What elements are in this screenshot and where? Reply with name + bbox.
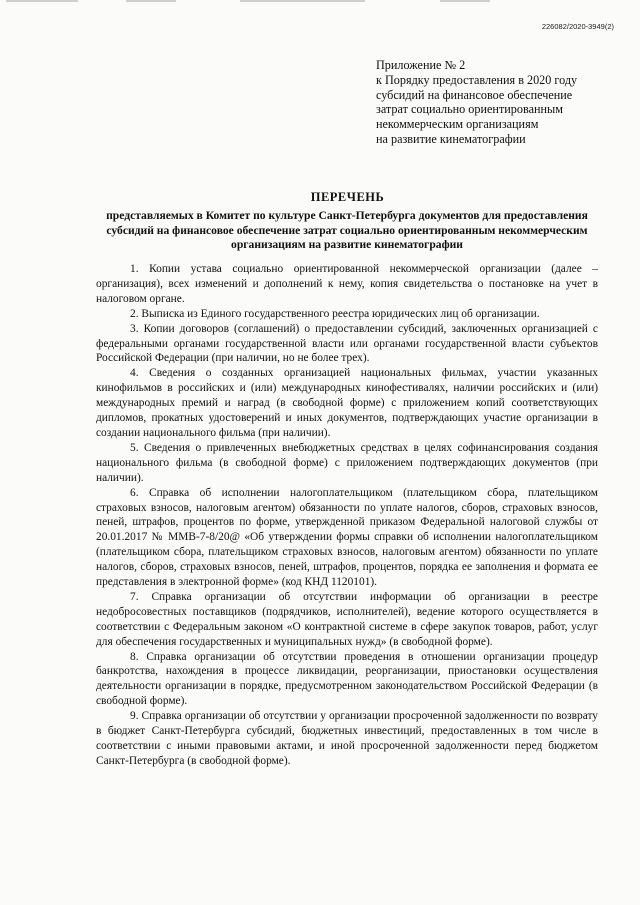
document-number: 226082/2020-3949(2) <box>541 22 614 31</box>
appendix-line: к Порядку предоставления в 2020 году <box>376 72 578 87</box>
list-item: 8. Справка организации об отсутствии проведения в отношении организации процедур банкротства, нахождения в процессе ликвидации, реорганизации, приостановки осуществления деятельности организации в порядке, предусмотренном законодательством Российской Федерации (в свободной форме). <box>96 650 598 708</box>
list-item: 2. Выписка из Единого государственного реестра юридических лиц об организации. <box>130 307 540 320</box>
list-item: 5. Сведения о привлеченных внебюджетных средствах в целях софинансирования создания национального фильма (в свободной форме) с приложением подтверждающих документов (при наличии). <box>96 441 598 484</box>
list-item: 3. Копии договоров (соглашений) о предоставлении субсидий, заключенных организацией с федеральными органами государственной власти или органами государственной власти субъектов Российской Федерации (при наличии, но не более трех). <box>96 322 598 365</box>
appendix-line: некоммерческим организациям <box>376 117 539 132</box>
appendix-line: затрат социально ориентированным <box>376 102 563 117</box>
list-item: 7. Справка организации об отсутствии информации об организации в реестре недобросовестных поставщиков (подрядчиков, исполнителей), ведение которого осуществляется в соответствии с Федеральным законом «О контрактной системе в сфере закупок товаров, работ, услуг для обеспечения государственных и муниципальных нужд» (в свободной форме). <box>96 590 598 648</box>
document-subtitle: представляемых в Комитет по культуре Санкт-Петербурга документов для предоставления субсидий на финансовое обеспечение затрат социально ориентированным некоммерческим организациям на развитие кинематографии <box>106 209 588 251</box>
list-item: 4. Сведения о созданных организацией национальных фильмах, участии указанных кинофильмов в российских и (или) международных кинофестивалях, наличии российских и (или) международных премий и наград (в свободной форме) с приложением копий соответствующих дипломов, прокатных удостоверений и иных документов, подтверждающих участие организации в создании национального фильма (при наличии). <box>96 367 598 439</box>
scan-edge-line <box>440 0 490 2</box>
list-item: 9. Справка организации об отсутствии у организации просроченной задолженности по возврату в бюджет Санкт-Петербурга субсидий, бюджетных инвестиций, предоставленных в том числе в соответствии с иными правовыми актами, и иной просроченной задолженности перед бюджетом Санкт-Петербурга (в свободной форме). <box>96 710 598 767</box>
appendix-line: на развитие кинематографии <box>376 131 526 146</box>
list-item: 1. Копии устава социально ориентированной некоммерческой организации (далее – организация), всех изменений и дополнений к нему, копия свидетельства о постановке на учет в налоговом органе. <box>96 263 598 305</box>
document-title: ПЕРЕЧЕНЬ <box>310 190 385 204</box>
list-item: 6. Справка об исполнении налогоплательщиком (плательщиком сбора, плательщиком страховых взносов, налоговым агентом) обязанности по уплате налогов, сборов, страховых взносов, пеней, штрафов, процентов по форме, утвержденной приказом Федеральной налоговой службы от 20.01.2017 № ММВ-7-8/20@ «Об утверждении формы справки об исполнении налогоплательщиком (плательщиком сбора, плательщиком страховых взносов, налоговым агентом) обязанности по уплате налогов, сборов, страховых взносов, пеней, штрафов, процентов, порядка ее заполнения и формата ее представления в электронной форме» (код КНД 1120101). <box>96 486 598 589</box>
document-list <box>96 262 598 769</box>
scan-edge-line <box>240 0 365 2</box>
appendix-header <box>376 58 626 147</box>
scan-edge-line <box>6 0 78 2</box>
appendix-line: Приложение № 2 <box>376 58 466 72</box>
scan-edge-line <box>126 0 176 2</box>
appendix-line: субсидий на финансовое обеспечение <box>376 87 573 102</box>
